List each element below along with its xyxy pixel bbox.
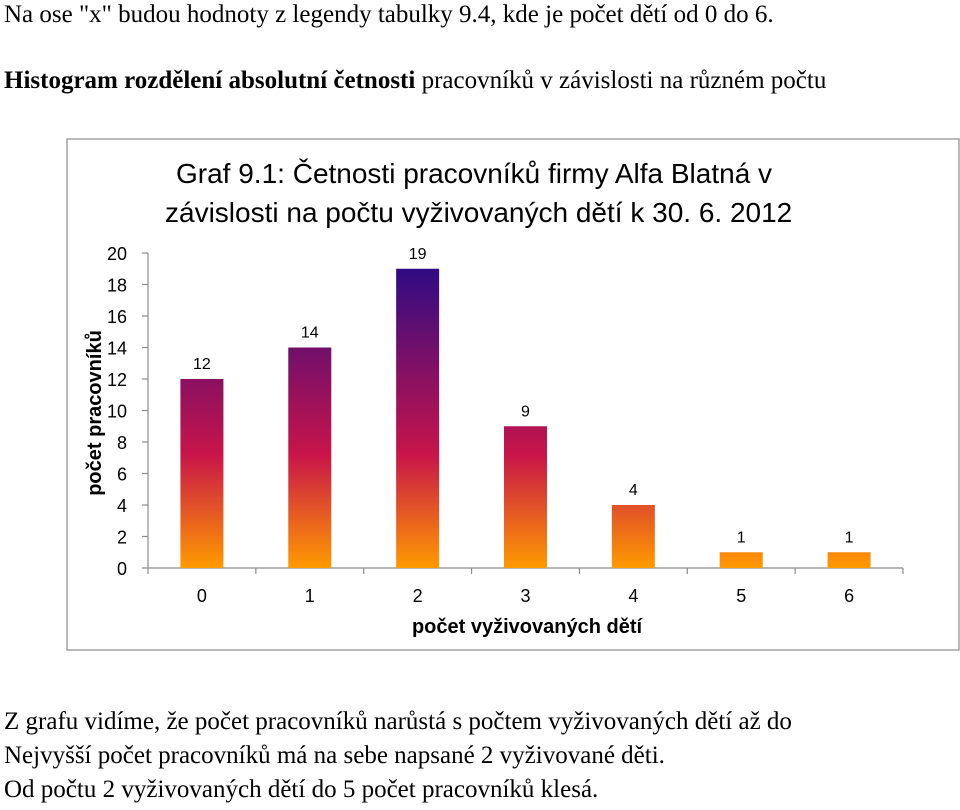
y-tick-label: 18	[106, 275, 127, 296]
conclusion-text-line-1: Z grafu vidíme, že počet pracovníků narůstá s počtem vyživovaných dětí až do	[4, 708, 792, 735]
x-tick-label: 3	[520, 586, 531, 606]
bar-value-label: 14	[300, 324, 319, 342]
bar-value-label: 9	[521, 403, 530, 421]
intro-text-line-1: Na ose "x" budou hodnoty z legendy tabulky 9.4, kde je počet dětí od 0 do 6.	[4, 1, 774, 28]
conclusion-text-line-2: Nejvyšší počet pracovníků má na sebe napsané 2 vyživované děti.	[4, 742, 665, 769]
x-axis-label: počet vyživovaných dětí	[411, 616, 643, 638]
y-tick-label: 8	[116, 433, 127, 453]
histogram-bar	[612, 505, 655, 568]
bar-value-label: 12	[193, 356, 211, 373]
y-tick-label: 20	[106, 244, 127, 264]
bar-value-label: 1	[844, 529, 854, 547]
bar-value-label: 1	[736, 529, 746, 547]
chart-title-line-2: závislosti na počtu vyživovaných dětí k 30. 6. 2012	[165, 197, 793, 228]
x-tick-label: 4	[628, 586, 639, 606]
conclusion-text-line-3: Od počtu 2 vyživovaných dětí do 5 počet pracovníků klesá.	[4, 776, 599, 803]
x-tick-label: 6	[844, 586, 855, 606]
histogram-bar	[828, 552, 871, 568]
intro-bold-phrase: Histogram rozdělení absolutní četnosti	[4, 67, 416, 94]
intro-rest-phrase: pracovníků v závislosti na různém počtu	[415, 67, 827, 94]
y-tick-label: 6	[116, 464, 127, 485]
x-tick-label: 0	[196, 586, 207, 606]
x-tick-label: 2	[412, 586, 423, 606]
histogram-bar	[720, 552, 763, 568]
y-tick-label: 2	[116, 527, 127, 548]
bar-value-label: 19	[408, 245, 427, 263]
y-tick-label: 10	[106, 401, 127, 422]
y-tick-label: 16	[106, 307, 127, 327]
y-tick-label: 0	[116, 559, 127, 579]
y-tick-label: 12	[106, 370, 127, 390]
histogram-bar	[288, 348, 331, 569]
histogram-bar	[180, 379, 223, 568]
histogram-bar	[504, 426, 547, 568]
x-tick-label: 5	[736, 586, 747, 606]
chart-title-line-1: Graf 9.1: Četnosti pracovníků firmy Alfa Blatná v	[176, 158, 773, 189]
x-tick-label: 1	[304, 586, 315, 606]
y-tick-label: 4	[116, 496, 127, 516]
y-axis-label: počet pracovníků	[84, 330, 106, 496]
bar-value-label: 4	[628, 482, 638, 499]
y-tick-label: 14	[106, 338, 127, 359]
histogram-bar	[396, 269, 439, 568]
